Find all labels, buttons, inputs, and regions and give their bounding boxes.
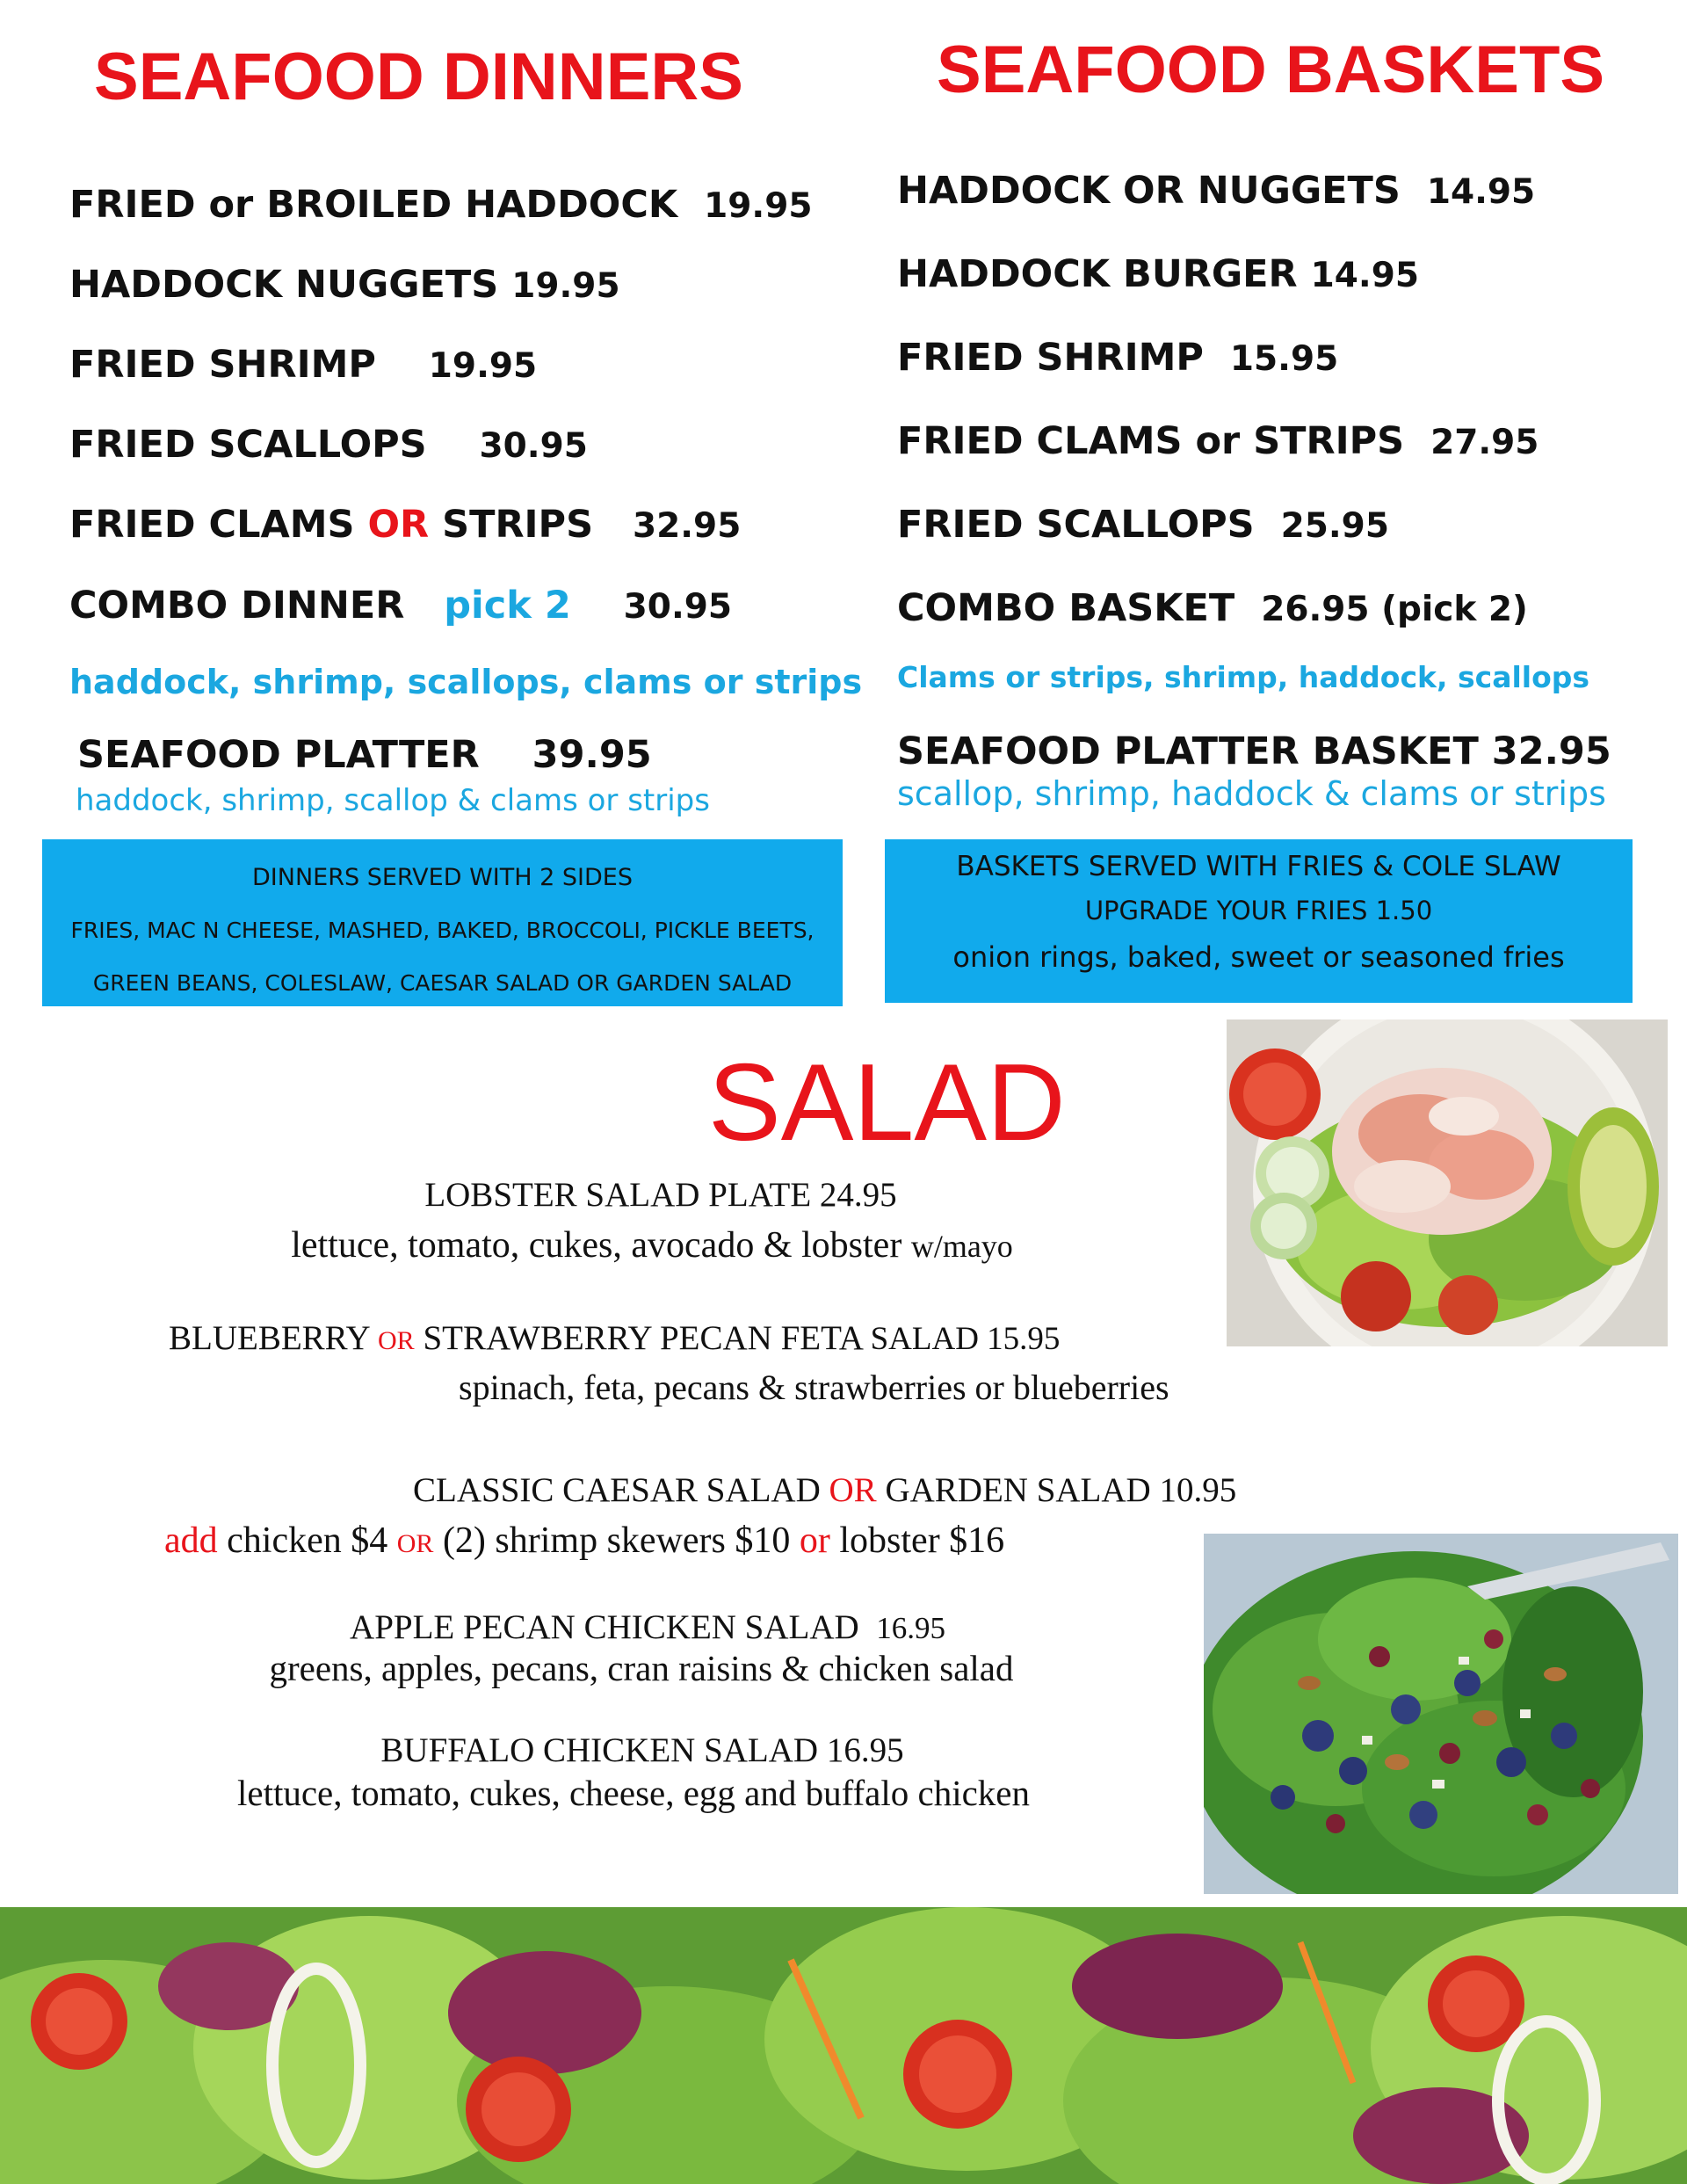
baskets-box-line: BASKETS SERVED WITH FRIES & COLE SLAW [956, 851, 1561, 882]
dinner-item-combo [69, 584, 733, 628]
basket-item-price: 25.95 [1280, 506, 1389, 546]
salad-caesar-name [413, 1473, 1236, 1507]
salad-berry-name-b: STRAWBERRY PECAN FETA [414, 1319, 871, 1357]
basket-item-name: FRIED SHRIMP [897, 336, 1204, 380]
salad-lobster-name: LOBSTER SALAD PLATE 24.95 [424, 1176, 897, 1214]
basket-item-haddock [897, 169, 1536, 213]
dinner-item-nuggets [69, 263, 620, 307]
salad-caesar-or: OR [829, 1471, 877, 1509]
dinner-item-haddock [69, 183, 813, 227]
basket-item-name: FRIED SCALLOPS [897, 503, 1255, 547]
dinner-item-price: 32.95 [632, 506, 742, 546]
salad-lobster-desc-mayo: w/mayo [910, 1229, 1013, 1264]
salad-addons-shrimp: (2) shrimp skewers $10 [433, 1520, 800, 1561]
basket-item-price: 27.95 [1430, 423, 1539, 462]
basket-platter-subtext: scallop, shrimp, haddock & clams or strips [897, 774, 1606, 813]
dinner-item-name: FRIED or BROILED HADDOCK [69, 183, 678, 227]
dinner-item-shrimp [69, 343, 538, 387]
dinner-item-price: 19.95 [428, 346, 538, 386]
dinner-item-price: 30.95 [479, 426, 588, 466]
dinner-combo-subtext: haddock, shrimp, scallops, clams or strips [69, 663, 863, 701]
basket-item-shrimp [897, 336, 1339, 380]
dinners-box-line: GREEN BEANS, COLESLAW, CAESAR SALAD OR GARDEN SALAD [92, 970, 793, 996]
salad-lobster-desc-main: lettuce, tomato, cukes, avocado & lobster [291, 1225, 911, 1266]
dinner-item-price: 19.95 [511, 266, 620, 306]
salad-addons-chicken: chicken $4 [217, 1520, 397, 1561]
dinner-platter-subtext: haddock, shrimp, scallop & clams or strips [76, 783, 710, 818]
dinner-item-or: OR [367, 503, 430, 547]
dinner-item-price: 30.95 [623, 587, 733, 627]
dinners-sides-box [42, 839, 843, 1006]
basket-item-combo [897, 586, 1528, 630]
dinner-item-platter [77, 733, 652, 777]
basket-item-platter: SEAFOOD PLATTER BASKET 32.95 [897, 729, 1611, 773]
mixed-greens-banner-photo [0, 1907, 1687, 2184]
dinner-item-name: COMBO DINNER [69, 584, 405, 628]
baskets-title: SEAFOOD BASKETS [937, 33, 1605, 107]
basket-item-price: 14.95 [1310, 256, 1419, 295]
basket-item-clams [897, 419, 1539, 463]
dinners-box-line: DINNERS SERVED WITH 2 SIDES [252, 864, 633, 891]
dinner-item-price: 19.95 [704, 186, 813, 226]
salad-apple-price: 16.95 [876, 1611, 945, 1645]
basket-item-price: 26.95 (pick 2) [1261, 590, 1528, 629]
basket-item-name: FRIED CLAMS or STRIPS [897, 419, 1405, 463]
salad-buffalo-name: BUFFALO CHICKEN SALAD 16.95 [380, 1731, 904, 1769]
dinners-title: SEAFOOD DINNERS [94, 40, 743, 114]
basket-item-price: 14.95 [1426, 172, 1536, 212]
salad-caesar-name-a: CLASSIC CAESAR SALAD [413, 1471, 829, 1509]
salad-buffalo-desc: lettuce, tomato, cukes, cheese, egg and buffalo chicken [236, 1773, 1031, 1813]
dinner-combo-pick: pick 2 [444, 584, 571, 628]
basket-item-name: HADDOCK BURGER [897, 252, 1298, 296]
salad-berry-name-a: BLUEBERRY [169, 1319, 378, 1357]
salad-addons-add: add [164, 1520, 218, 1561]
salad-title: SALAD [708, 1042, 1066, 1164]
dinner-item-name-end: STRIPS [429, 503, 594, 547]
spinach-salad-photo [1204, 1534, 1678, 1894]
salad-berry-price: SALAD 15.95 [870, 1321, 1061, 1357]
dinner-item-clams [69, 503, 742, 547]
salad-berry-desc: spinach, feta, pecans & strawberries or blueberries [459, 1368, 1169, 1407]
dinner-item-price: 39.95 [532, 733, 652, 777]
salad-apple-name [350, 1610, 945, 1644]
dinners-box-line: FRIES, MAC N CHEESE, MASHED, BAKED, BROCCOLI, PICKLE BEETS, [70, 918, 815, 943]
salad-caesar-name-b: GARDEN SALAD 10.95 [876, 1471, 1237, 1509]
baskets-box-line: UPGRADE YOUR FRIES 1.50 [1084, 896, 1433, 925]
dinner-item-name: HADDOCK NUGGETS [69, 263, 499, 307]
lobster-salad-photo [1227, 1019, 1668, 1346]
salad-apple-desc: greens, apples, pecans, cran raisins & chicken salad [269, 1648, 1014, 1688]
salad-addons [164, 1522, 1004, 1559]
dinner-item-name: SEAFOOD PLATTER [77, 733, 480, 777]
basket-item-name: COMBO BASKET [897, 586, 1235, 630]
dinner-item-scallops [69, 423, 588, 467]
salad-addons-or: OR [396, 1529, 434, 1558]
basket-combo-subtext: Clams or strips, shrimp, haddock, scallops [897, 660, 1590, 694]
baskets-info-box [885, 839, 1633, 1003]
dinner-item-name: FRIED CLAMS [69, 503, 368, 547]
dinner-item-name: FRIED SCALLOPS [69, 423, 427, 467]
dinner-item-name: FRIED SHRIMP [69, 343, 376, 387]
basket-item-price: 15.95 [1229, 339, 1339, 379]
salad-berry-name [169, 1321, 1060, 1355]
salad-berry-or: OR [378, 1326, 415, 1355]
salad-addons-or: or [799, 1520, 830, 1561]
salad-lobster-desc [291, 1227, 1013, 1264]
basket-item-scallops [897, 503, 1389, 547]
baskets-box-line: onion rings, baked, sweet or seasoned fries [952, 940, 1565, 974]
salad-addons-lobster: lobster $16 [829, 1520, 1005, 1561]
basket-item-burger [897, 252, 1419, 296]
salad-apple-name-text: APPLE PECAN CHICKEN SALAD [350, 1608, 859, 1646]
basket-item-name: HADDOCK OR NUGGETS [897, 169, 1401, 213]
